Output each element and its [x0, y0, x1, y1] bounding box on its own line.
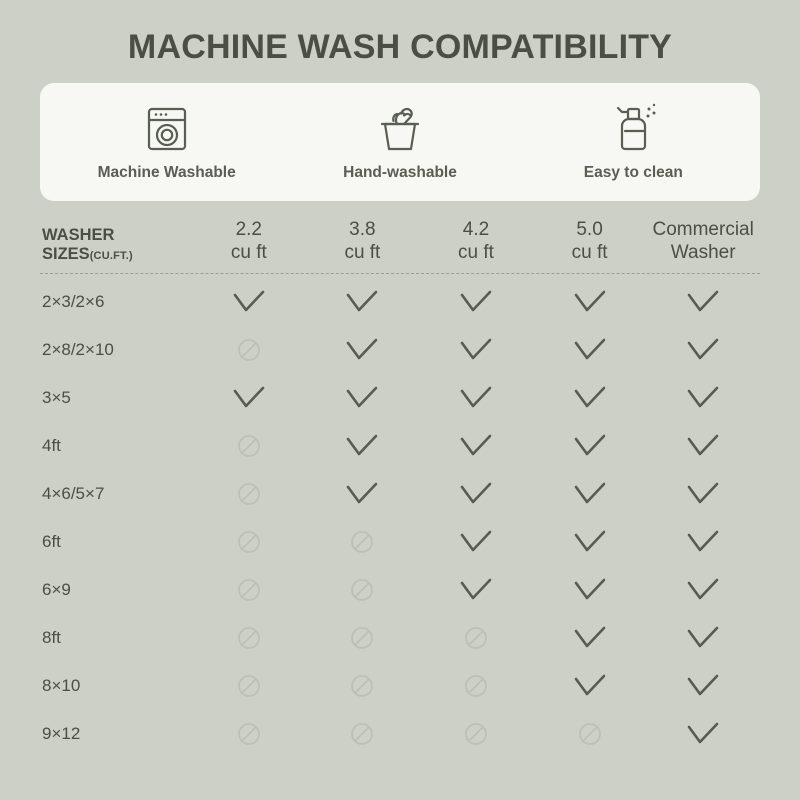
check-icon [533, 433, 647, 459]
check-icon [419, 289, 533, 315]
column-header-line1: 2.2 [235, 219, 262, 240]
not-allowed-icon [192, 674, 306, 698]
corner-header-line1: WASHER [42, 225, 115, 244]
check-icon [192, 289, 306, 315]
check-icon [646, 673, 760, 699]
column-header-line1: 3.8 [349, 219, 376, 240]
column-header [419, 219, 533, 265]
not-allowed-icon [306, 578, 420, 602]
spray-bottle-icon [606, 102, 660, 156]
check-icon [646, 481, 760, 507]
column-header-line2: cu ft [344, 241, 381, 263]
not-allowed-icon [306, 530, 420, 554]
table-row [40, 326, 760, 374]
column-header [192, 219, 306, 265]
row-label: 8×10 [42, 675, 81, 695]
check-icon [646, 625, 760, 651]
check-icon [419, 337, 533, 363]
feature-card [40, 83, 760, 201]
row-label: 3×5 [42, 387, 71, 407]
not-allowed-icon [419, 674, 533, 698]
column-header-line1: Commercial [652, 219, 754, 240]
column-header-line2: cu ft [230, 241, 267, 263]
table-row [40, 662, 760, 710]
not-allowed-icon [306, 674, 420, 698]
column-header [533, 219, 647, 265]
table-row [40, 566, 760, 614]
check-icon [646, 385, 760, 411]
row-label: 8ft [42, 627, 61, 647]
header-divider [40, 273, 760, 274]
row-label: 6ft [42, 531, 61, 551]
column-header-line2: cu ft [571, 241, 608, 263]
check-icon [533, 577, 647, 603]
check-icon [306, 481, 420, 507]
row-label: 2×3/2×6 [42, 291, 105, 311]
column-header-line2: cu ft [458, 241, 494, 263]
row-label: 4×6/5×7 [42, 483, 105, 503]
check-icon [419, 529, 533, 555]
check-icon [533, 625, 647, 651]
check-icon [646, 529, 760, 555]
check-icon [419, 385, 533, 411]
hand-wash-bucket-icon [371, 102, 429, 156]
check-icon [306, 289, 420, 315]
not-allowed-icon [192, 578, 306, 602]
row-label: 2×8/2×10 [42, 339, 114, 359]
not-allowed-icon [419, 626, 533, 650]
table-row [40, 518, 760, 566]
check-icon [419, 433, 533, 459]
table-row [40, 614, 760, 662]
not-allowed-icon [533, 722, 647, 746]
check-icon [419, 481, 533, 507]
table-row [40, 278, 760, 326]
check-icon [306, 385, 420, 411]
corner-header-line2: SIZES [42, 245, 90, 264]
check-icon [646, 577, 760, 603]
column-header [306, 219, 420, 265]
not-allowed-icon [306, 722, 420, 746]
check-icon [533, 337, 647, 363]
check-icon [646, 337, 760, 363]
check-icon [533, 289, 647, 315]
row-label: 9×12 [42, 723, 81, 743]
not-allowed-icon [192, 722, 306, 746]
column-header-line1: 5.0 [576, 219, 603, 240]
corner-header [40, 226, 192, 265]
not-allowed-icon [192, 482, 306, 506]
table-header-row [40, 219, 760, 273]
row-label: 6×9 [42, 579, 71, 599]
compatibility-table [40, 219, 760, 758]
table-body [40, 278, 760, 758]
not-allowed-icon [192, 626, 306, 650]
table-row [40, 374, 760, 422]
feature-label: Machine Washable [97, 164, 236, 181]
feature-easy-to-clean [517, 102, 750, 182]
check-icon [533, 481, 647, 507]
not-allowed-icon [192, 338, 306, 362]
column-header-line1: 4.2 [462, 219, 490, 240]
washing-machine-icon [140, 102, 194, 156]
not-allowed-icon [192, 530, 306, 554]
check-icon [533, 673, 647, 699]
check-icon [192, 385, 306, 411]
not-allowed-icon [192, 434, 306, 458]
table-row [40, 470, 760, 518]
check-icon [646, 433, 760, 459]
page-title: MACHINE WASH COMPATIBILITY [127, 28, 673, 66]
check-icon [306, 433, 420, 459]
check-icon [646, 289, 760, 315]
feature-label: Hand-washable [343, 164, 457, 181]
feature-machine-washable [50, 102, 283, 182]
table-row [40, 710, 760, 758]
row-label: 4ft [42, 435, 61, 455]
check-icon [533, 529, 647, 555]
check-icon [306, 337, 420, 363]
not-allowed-icon [306, 626, 420, 650]
feature-hand-washable [283, 102, 516, 182]
check-icon [419, 577, 533, 603]
column-header-line2: Washer [670, 241, 736, 263]
check-icon [646, 721, 760, 747]
feature-label: Easy to clean [583, 164, 683, 181]
check-icon [533, 385, 647, 411]
table-row [40, 422, 760, 470]
not-allowed-icon [419, 722, 533, 746]
corner-header-unit: (CU.FT.) [89, 250, 133, 263]
column-header [646, 219, 760, 265]
